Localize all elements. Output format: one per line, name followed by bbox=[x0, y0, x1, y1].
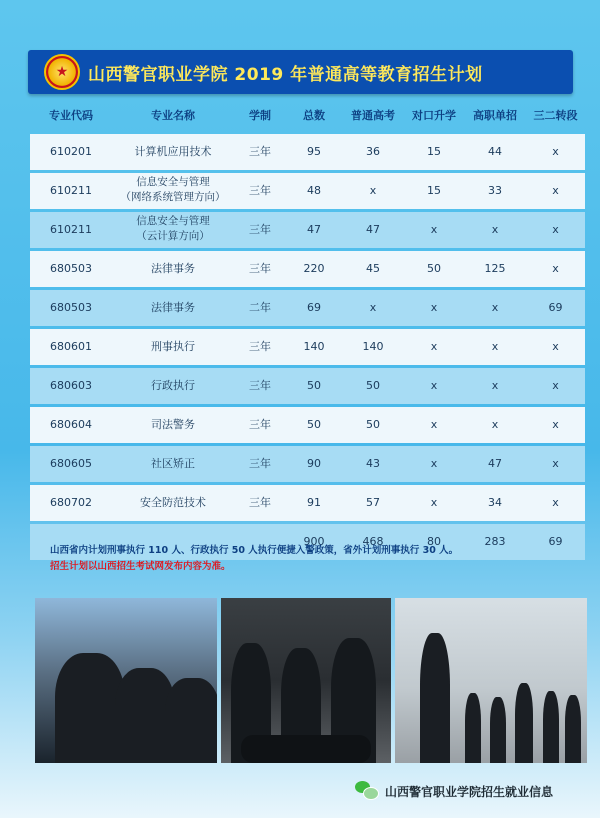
cell-duikou: 50 bbox=[404, 251, 464, 287]
header-duikou: 对口升学 bbox=[412, 109, 456, 122]
cell-zhuanduan: x bbox=[526, 368, 585, 404]
cell-zhuanduan: x bbox=[526, 446, 585, 482]
cell-code: 680503 bbox=[30, 290, 112, 326]
cell-duikou: 15 bbox=[404, 173, 464, 209]
cell-gaokao: x bbox=[342, 290, 404, 326]
police-emblem-icon: ★ bbox=[44, 54, 80, 90]
cell-code: 680503 bbox=[30, 251, 112, 287]
cell-zhuanduan: x bbox=[526, 134, 585, 170]
table-row bbox=[30, 485, 585, 521]
header-years: 学制 bbox=[249, 109, 271, 122]
cell-code: 610211 bbox=[30, 212, 112, 248]
cell-zhuanduan: x bbox=[526, 212, 585, 248]
header-total: 总数 bbox=[303, 109, 325, 122]
cell-gaokao: 43 bbox=[342, 446, 404, 482]
cell-total: 95 bbox=[286, 134, 342, 170]
cell-danzhao: 44 bbox=[464, 134, 526, 170]
cell-danzhao: 47 bbox=[464, 446, 526, 482]
cell-total: 50 bbox=[286, 368, 342, 404]
cell-duikou: x bbox=[404, 290, 464, 326]
total-zhuanduan: 69 bbox=[526, 524, 585, 560]
cell-gaokao: 50 bbox=[342, 368, 404, 404]
table-row bbox=[30, 446, 585, 482]
cell-danzhao: x bbox=[464, 329, 526, 365]
photo-armed-police bbox=[35, 598, 217, 763]
cell-years: 三年 bbox=[234, 485, 286, 521]
header-danzhao: 高职单招 bbox=[473, 109, 517, 122]
cell-years: 三年 bbox=[234, 212, 286, 248]
cell-years: 三年 bbox=[234, 173, 286, 209]
cell-zhuanduan: x bbox=[526, 173, 585, 209]
cell-duikou: 15 bbox=[404, 134, 464, 170]
table-header-row bbox=[30, 96, 585, 134]
cell-total: 69 bbox=[286, 290, 342, 326]
cell-name: 计算机应用技术 bbox=[112, 134, 234, 170]
cell-years: 三年 bbox=[234, 329, 286, 365]
cell-code: 680605 bbox=[30, 446, 112, 482]
cell-total: 140 bbox=[286, 329, 342, 365]
cell-name: 法律事务 bbox=[112, 251, 234, 287]
cell-gaokao: 36 bbox=[342, 134, 404, 170]
cell-name-sub: （云计算方向） bbox=[136, 230, 210, 242]
cell-duikou: x bbox=[404, 485, 464, 521]
wechat-icon bbox=[355, 781, 379, 801]
header-name: 专业名称 bbox=[151, 109, 195, 122]
table-row bbox=[30, 212, 585, 248]
cell-years: 三年 bbox=[234, 368, 286, 404]
cell-gaokao: 140 bbox=[342, 329, 404, 365]
table-row bbox=[30, 368, 585, 404]
cell-gaokao: x bbox=[342, 173, 404, 209]
cell-danzhao: x bbox=[464, 407, 526, 443]
cell-duikou: x bbox=[404, 368, 464, 404]
cell-name: 法律事务 bbox=[112, 290, 234, 326]
cell-total: 220 bbox=[286, 251, 342, 287]
cell-name-main: 信息安全与管理 bbox=[136, 176, 210, 188]
cell-total: 91 bbox=[286, 485, 342, 521]
cell-duikou: x bbox=[404, 212, 464, 248]
cell-gaokao: 45 bbox=[342, 251, 404, 287]
cell-years: 三年 bbox=[234, 446, 286, 482]
page-title: 山西警官职业学院 2019 年普通高等教育招生计划 bbox=[88, 64, 483, 85]
cell-zhuanduan: x bbox=[526, 485, 585, 521]
cell-code: 610211 bbox=[30, 173, 112, 209]
total-gaokao: 468 bbox=[342, 524, 404, 560]
cell-gaokao: 50 bbox=[342, 407, 404, 443]
cell-gaokao: 47 bbox=[342, 212, 404, 248]
cell-total: 90 bbox=[286, 446, 342, 482]
notes bbox=[50, 543, 570, 575]
table-row bbox=[30, 290, 585, 326]
note-quota: 山西省内计划刑事执行 110 人、行政执行 50 人执行便捷入警政策，省外计划刑事执行 30 人。 bbox=[50, 545, 459, 556]
cell-name bbox=[112, 212, 234, 248]
footer-account-name: 山西警官职业学院招生就业信息 bbox=[385, 784, 554, 799]
cell-danzhao: x bbox=[464, 212, 526, 248]
cell-danzhao: x bbox=[464, 290, 526, 326]
cell-total: 50 bbox=[286, 407, 342, 443]
cell-zhuanduan: 69 bbox=[526, 290, 585, 326]
cell-code: 680603 bbox=[30, 368, 112, 404]
cell-code: 680601 bbox=[30, 329, 112, 365]
cell-name: 司法警务 bbox=[112, 407, 234, 443]
table-row bbox=[30, 329, 585, 365]
photo-strip bbox=[35, 598, 587, 763]
cell-code: 680604 bbox=[30, 407, 112, 443]
cell-name: 行政执行 bbox=[112, 368, 234, 404]
title-banner bbox=[28, 50, 573, 94]
cell-danzhao: x bbox=[464, 368, 526, 404]
table-row bbox=[30, 173, 585, 209]
cell-zhuanduan: x bbox=[526, 407, 585, 443]
header-code: 专业代码 bbox=[49, 109, 93, 122]
cell-name: 安全防范技术 bbox=[112, 485, 234, 521]
cell-zhuanduan: x bbox=[526, 251, 585, 287]
total-duikou: 80 bbox=[404, 524, 464, 560]
cell-danzhao: 125 bbox=[464, 251, 526, 287]
cell-code: 610201 bbox=[30, 134, 112, 170]
photo-takedown-drill bbox=[221, 598, 390, 763]
cell-duikou: x bbox=[404, 407, 464, 443]
cell-total: 47 bbox=[286, 212, 342, 248]
cell-years: 二年 bbox=[234, 290, 286, 326]
total-danzhao: 283 bbox=[464, 524, 526, 560]
enrollment-plan-table bbox=[30, 96, 585, 561]
total-total: 900 bbox=[286, 524, 342, 560]
cell-total: 48 bbox=[286, 173, 342, 209]
note-disclaimer: 招生计划以山西招生考试网发布内容为准。 bbox=[50, 561, 231, 572]
cell-years: 三年 bbox=[234, 134, 286, 170]
table-row bbox=[30, 407, 585, 443]
cell-duikou: x bbox=[404, 446, 464, 482]
cell-name: 刑事执行 bbox=[112, 329, 234, 365]
cell-name bbox=[112, 173, 234, 209]
cell-danzhao: 33 bbox=[464, 173, 526, 209]
table-row bbox=[30, 251, 585, 287]
cell-years: 三年 bbox=[234, 407, 286, 443]
cell-years: 三年 bbox=[234, 251, 286, 287]
cell-gaokao: 57 bbox=[342, 485, 404, 521]
header-zhuanduan: 三二转段 bbox=[533, 109, 578, 122]
wechat-footer bbox=[355, 776, 553, 806]
cell-name-main: 信息安全与管理 bbox=[136, 215, 210, 227]
cell-duikou: x bbox=[404, 329, 464, 365]
cell-danzhao: 34 bbox=[464, 485, 526, 521]
cell-code: 680702 bbox=[30, 485, 112, 521]
photo-drill-formation bbox=[395, 598, 587, 763]
cell-name: 社区矫正 bbox=[112, 446, 234, 482]
cell-name-sub: （网络系统管理方向） bbox=[120, 191, 226, 203]
cell-zhuanduan: x bbox=[526, 329, 585, 365]
header-gaokao: 普通高考 bbox=[351, 109, 395, 122]
table-row bbox=[30, 134, 585, 170]
